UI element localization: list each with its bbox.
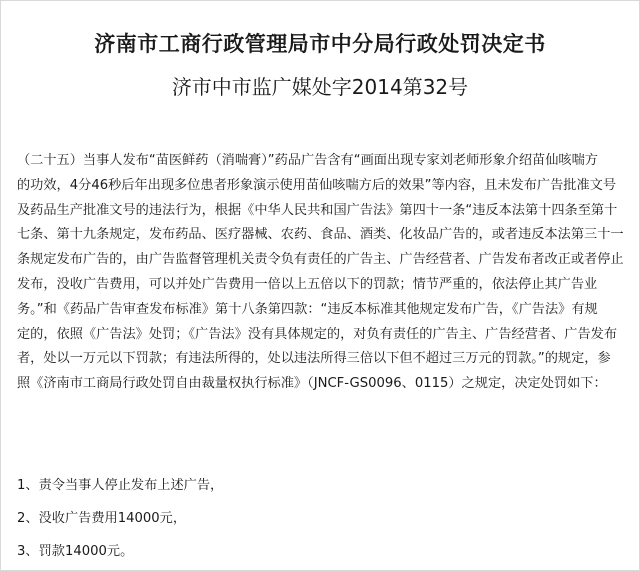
paragraph-line: 发布，没收广告费用，可以并处广告费用一倍以上五倍以下的罚款；情节严重的，依法停止其广告业 (17, 276, 598, 292)
paragraph-line: 的功效，4分46秒后年出现多位患者形象演示使用苗仙咳喘方后的效果”等内容，且未发布广告批准文号 (17, 177, 617, 193)
paragraph-line: 条规定发布广告的，由广告监督管理机关责令负有责任的广告主、广告经营者、广告发布者改正或者停止 (17, 252, 624, 268)
paragraph-line: 七条、第十九条规定，发布药品、医疗器械、农药、食品、酒类、化妆品广告的，或者违反本法第三十一 (17, 227, 624, 243)
paragraph-line: 务。”和《药品广告审查发布标准》第十八条第四款：“违反本标准其他规定发布广告，《广告法》有规 (17, 301, 598, 317)
paragraph-line: 及药品生产批准文号的违法行为，根据《中华人民共和国广告法》第四十一条“违反本法第十四条至第十 (17, 202, 618, 218)
decision-paragraph (17, 149, 627, 397)
document-number: 济市中市监广媒处字2014第32号 (171, 75, 469, 99)
penalty-item-stop-advertising: 1、责令当事人停止发布上述广告， (17, 478, 224, 493)
penalty-item-confiscate-fees: 2、没收广告费用14000元， (17, 511, 187, 526)
paragraph-line: 照《济南市工商局行政处罚自由裁量权执行标准》（JNCF-GS0096、0115）之规定，决定处罚如下： (17, 376, 607, 392)
paragraph-line: 者，处以一万元以下罚款；有违法所得的，处以违法所得三倍以下但不超过三万元的罚款。”的规定，参 (17, 351, 611, 367)
paragraph-line: 定的，依照《广告法》处罚；《广告法》没有具体规定的，对负有责任的广告主、广告经营者、广告发布 (17, 326, 618, 342)
paragraph-line: （二十五）当事人发布“苗医鲜药（消喘膏）”药品广告含有“画面出现专家刘老师形象介绍苗仙咳喘方 (17, 153, 598, 168)
document-title: 济南市工商行政管理局市中分局行政处罚决定书 (94, 32, 546, 56)
penalty-item-fine: 3、罚款14000元。 (17, 544, 134, 559)
penalty-list (17, 469, 223, 568)
